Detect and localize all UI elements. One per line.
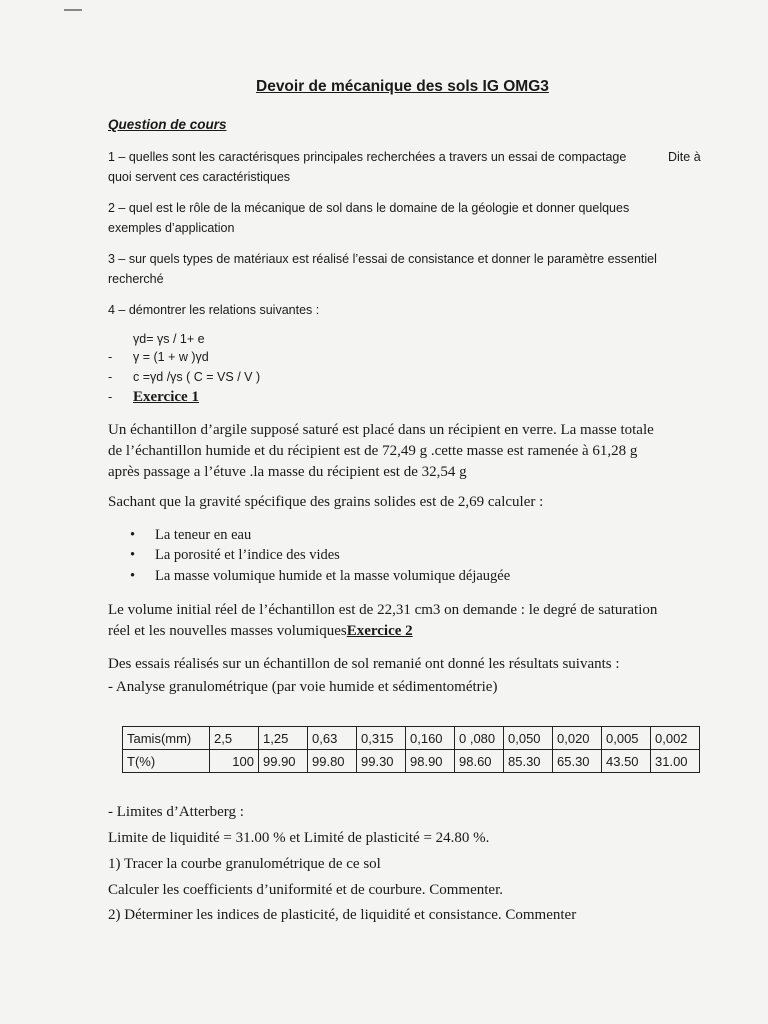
table-cell: 99.90: [259, 750, 308, 773]
exercise-1-volume-text: réel et les nouvelles masses volumiques: [108, 623, 347, 639]
table-cell: 99.30: [357, 750, 406, 773]
table-cell: 0 ,080: [455, 727, 504, 750]
question-2-line-1: 2 – quel est le rôle de la mécanique de sol dans le domaine de la géologie et donner quelques: [108, 201, 630, 215]
table-cell: 2,5: [210, 727, 259, 750]
exercise-2-granulometry: - Analyse granulométrique (par voie humide et sédimentométrie): [108, 679, 498, 695]
table-cell: 0,005: [602, 727, 651, 750]
table-cell: 98.60: [455, 750, 504, 773]
exercise-1-heading: Exercice 1: [133, 389, 199, 405]
exercise-2-intro: Des essais réalisés sur un échantillon de sol remanié ont donné les résultats suivants :: [108, 656, 620, 672]
exercise-1-volume-line-2: [108, 621, 413, 642]
bullet-item: La masse volumique humide et la masse volumique déjaugée: [155, 568, 511, 584]
question-3-line-2: recherché: [108, 272, 164, 286]
exercise-1-text-line-2: de l’échantillon humide et du récipient est de 72,49 g .cette masse est ramenée à 61,28 g: [108, 443, 638, 459]
table-cell: 0,63: [308, 727, 357, 750]
table-cell: 99.80: [308, 750, 357, 773]
task-2: 2) Déterminer les indices de plasticité, de liquidité et consistance. Commenter: [108, 907, 577, 923]
exercise-1-instruction: Sachant que la gravité spécifique des grains solides est de 2,69 calculer :: [108, 494, 544, 510]
question-3-line-1: 3 – sur quels types de matériaux est réalisé l’essai de consistance et donner le paramètre essentiel: [108, 252, 657, 266]
task-1-coefficients: Calculer les coefficients d’uniformité et de courbure. Commenter.: [108, 882, 504, 898]
table-cell: 31.00: [651, 750, 700, 773]
list-dash: -: [108, 370, 113, 384]
table-cell: 100: [210, 750, 259, 773]
question-1-line-2: quoi servent ces caractéristiques: [108, 170, 291, 184]
task-1: 1) Tracer la courbe granulométrique de ce sol: [108, 856, 381, 872]
formula-2: γ = (1 + w )γd: [133, 350, 209, 364]
formula-3: c =γd /γs ( C = VS / V ): [133, 370, 261, 384]
bullet-item: La teneur en eau: [155, 527, 252, 543]
question-2-line-2: exemples d’application: [108, 221, 235, 235]
question-1-right: Dite à: [668, 150, 701, 164]
table-cell: 65.30: [553, 750, 602, 773]
bullet-item: La porosité et l’indice des vides: [155, 547, 340, 563]
table-row: [123, 727, 700, 750]
atterberg-limits: Limite de liquidité = 31.00 % et Limité de plasticité = 24.80 %.: [108, 830, 490, 846]
table-row: [123, 750, 700, 773]
table-cell: 0,315: [357, 727, 406, 750]
table-header-cell: Tamis(mm): [123, 727, 210, 750]
page-title: Devoir de mécanique des sols IG OMG3: [256, 78, 549, 95]
question-heading: Question de cours: [108, 117, 227, 132]
exercise-2-heading: Exercice 2: [346, 623, 413, 639]
exercise-1-volume-line-1: Le volume initial réel de l’échantillon est de 22,31 cm3 on demande : le degré de saturation: [108, 602, 658, 618]
granulometry-table: [122, 726, 700, 773]
list-dash: -: [108, 390, 113, 404]
table-header-cell: T(%): [123, 750, 210, 773]
bullet-marker: •: [130, 527, 136, 543]
table-cell: 98.90: [406, 750, 455, 773]
scan-mark: [64, 9, 82, 11]
list-dash: -: [108, 350, 113, 364]
table-cell: 0,050: [504, 727, 553, 750]
table-cell: 43.50: [602, 750, 651, 773]
table-cell: 0,020: [553, 727, 602, 750]
table-cell: 85.30: [504, 750, 553, 773]
exercise-1-text-line-3: après passage a l’étuve .la masse du récipient est de 32,54 g: [108, 464, 467, 480]
atterberg-heading: - Limites d’Atterberg :: [108, 804, 244, 820]
bullet-marker: •: [130, 547, 136, 563]
bullet-marker: •: [130, 568, 136, 584]
question-4: 4 – démontrer les relations suivantes :: [108, 303, 320, 317]
table-cell: 0,160: [406, 727, 455, 750]
table-cell: 0,002: [651, 727, 700, 750]
formula-1: γd= γs / 1+ e: [133, 332, 205, 346]
question-1-line-1: 1 – quelles sont les caractérisques principales recherchées a travers un essai de compactage: [108, 150, 627, 164]
exercise-1-text-line-1: Un échantillon d’argile supposé saturé est placé dans un récipient en verre. La masse totale: [108, 422, 654, 438]
table-cell: 1,25: [259, 727, 308, 750]
